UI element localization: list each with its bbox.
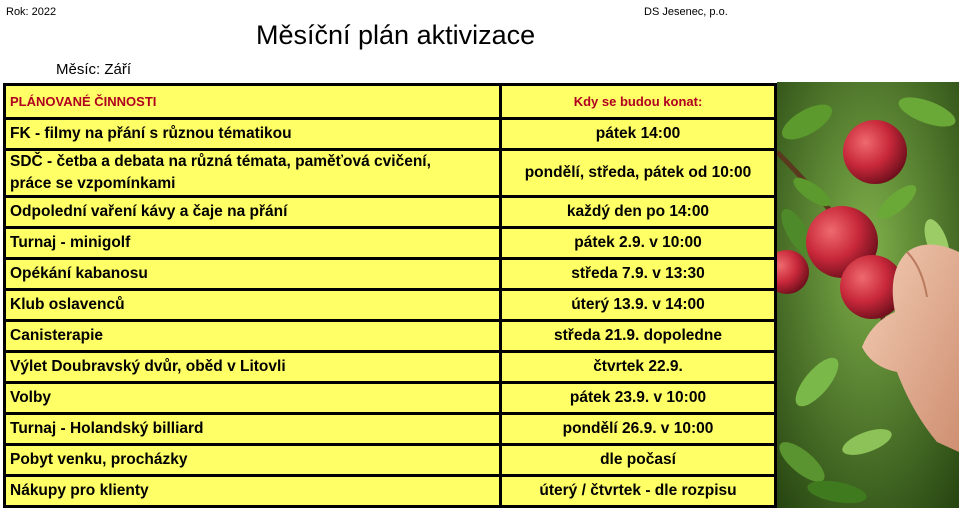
table-row <box>5 383 776 414</box>
table-row <box>5 150 776 197</box>
organization-label: DS Jesenec, p.o. <box>644 6 728 18</box>
activity-cell: FK - filmy na přání s různou tématikou <box>5 119 501 150</box>
month-label: Měsíc: Září <box>56 61 132 78</box>
when-cell: dle počasí <box>501 445 776 476</box>
activity-cell: Turnaj - minigolf <box>5 228 501 259</box>
activity-cell: Výlet Doubravský dvůr, oběd v Litovli <box>5 352 501 383</box>
activity-cell-line1: SDČ - četba a debata na různá témata, paměťová cvičení, <box>10 153 431 170</box>
table-row <box>5 352 776 383</box>
table-row <box>5 290 776 321</box>
table-header-row <box>5 85 776 119</box>
when-cell: úterý / čtvrtek - dle rozpisu <box>501 476 776 507</box>
apple-tree-photo <box>777 82 959 508</box>
activity-cell: Volby <box>5 383 501 414</box>
table-row <box>5 445 776 476</box>
activity-cell: Pobyt venku, procházky <box>5 445 501 476</box>
table-row <box>5 259 776 290</box>
when-cell: pondělí 26.9. v 10:00 <box>501 414 776 445</box>
activity-cell: Opékání kabanosu <box>5 259 501 290</box>
when-cell: úterý 13.9. v 14:00 <box>501 290 776 321</box>
table-row <box>5 476 776 507</box>
activity-cell: Odpolední vaření kávy a čaje na přání <box>5 197 501 228</box>
page-title: Měsíční plán aktivizace <box>256 20 536 50</box>
when-cell: pátek 14:00 <box>501 119 776 150</box>
column-header-when: Kdy se budou konat: <box>501 85 776 119</box>
table-row <box>5 321 776 352</box>
apple-tree-photo-icon <box>777 82 959 508</box>
table-row <box>5 119 776 150</box>
when-cell: pátek 2.9. v 10:00 <box>501 228 776 259</box>
activity-cell: Canisterapie <box>5 321 501 352</box>
when-cell: středa 21.9. dopoledne <box>501 321 776 352</box>
activity-cell: Turnaj - Holandský billiard <box>5 414 501 445</box>
column-header-activities: PLÁNOVANÉ ČINNOSTI <box>5 85 501 119</box>
table-row <box>5 228 776 259</box>
activity-cell <box>5 150 501 197</box>
table-row <box>5 414 776 445</box>
activity-cell: Klub oslavenců <box>5 290 501 321</box>
table-row <box>5 197 776 228</box>
activity-cell-line2: práce se vzpomínkami <box>10 175 176 192</box>
when-cell: každý den po 14:00 <box>501 197 776 228</box>
when-cell: pondělí, středa, pátek od 10:00 <box>501 150 776 197</box>
activity-cell: Nákupy pro klienty <box>5 476 501 507</box>
activity-plan-table <box>3 83 777 508</box>
when-cell: čtvrtek 22.9. <box>501 352 776 383</box>
when-cell: pátek 23.9. v 10:00 <box>501 383 776 414</box>
when-cell: středa 7.9. v 13:30 <box>501 259 776 290</box>
year-label: Rok: 2022 <box>6 6 57 18</box>
